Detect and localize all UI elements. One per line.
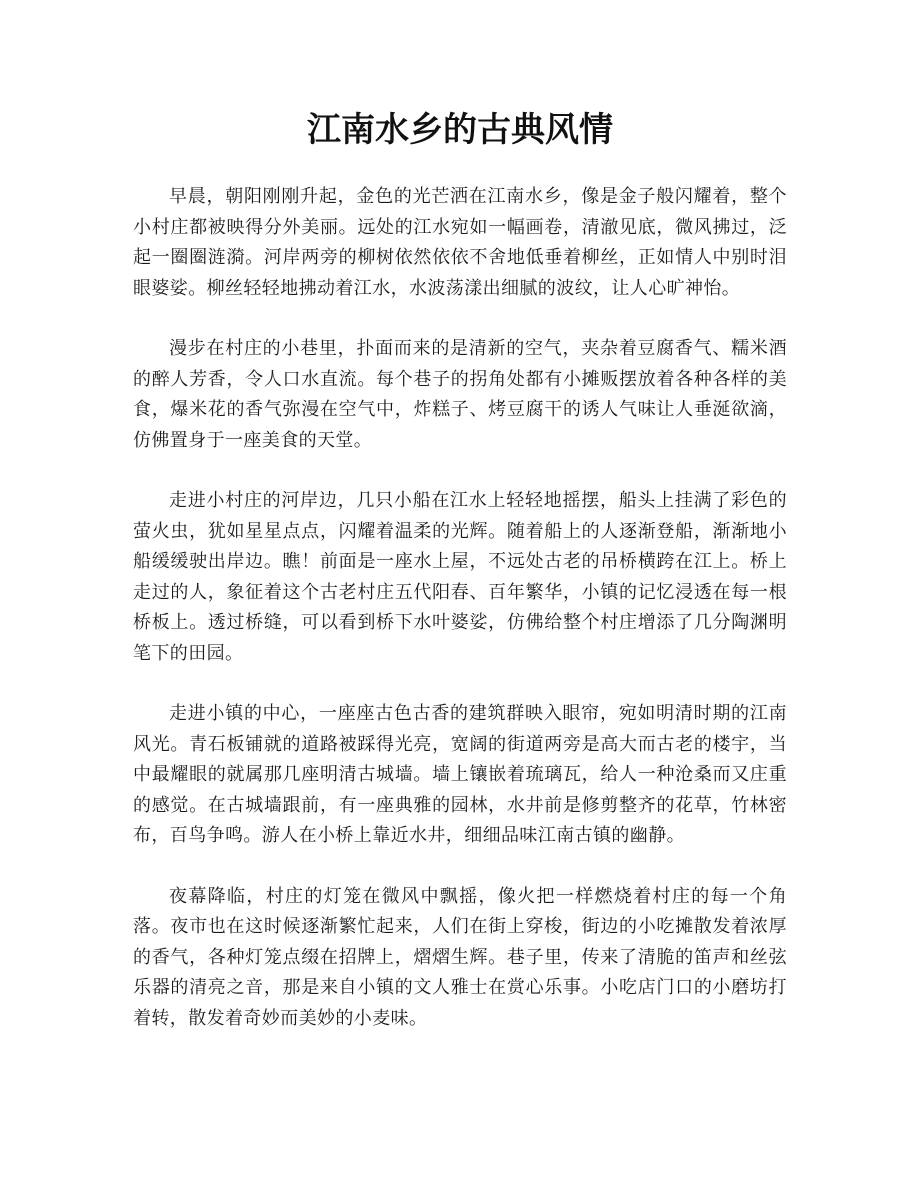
paragraph-3: 走进小村庄的河岸边，几只小船在江水上轻轻地摇摆，船头上挂满了彩色的萤火虫，犹如星星点点，闪耀着温柔的光辉。随着船上的人逐渐登船，渐渐地小船缓缓驶出岸边。瞧！前面是一座水上屋，不远处古老的吊桥横跨在江上。桥上走过的人，象征着这个古老村庄五代阳春、百年繁华，小镇的记忆浸透在每一根桥板上。透过桥缝，可以看到桥下水叶婆娑，仿佛给整个村庄增添了几分陶渊明笔下的田园。 xyxy=(133,490,787,664)
paragraph-2: 漫步在村庄的小巷里，扑面而来的是清新的空气，夹杂着豆腐香气、糯米酒的醉人芳香，令人口水直流。每个巷子的拐角处都有小摊贩摆放着各种各样的美食，爆米花的香气弥漫在空气中，炸糕子、烤豆腐干的诱人气味让人垂涎欲滴，仿佛置身于一座美食的天堂。 xyxy=(133,338,787,451)
document-title: 江南水乡的古典风情 xyxy=(307,110,613,150)
paragraph-1: 早晨，朝阳刚刚升起，金色的光芒洒在江南水乡，像是金子般闪耀着，整个小村庄都被映得分外美丽。远处的江水宛如一幅画卷，清澈见底，微风拂过，泛起一圈圈涟漪。河岸两旁的柳树依然依依不舍地低垂着柳丝，正如情人中别时泪眼婆娑。柳丝轻轻地拂动着江水，水波荡漾出细腻的波纹，让人心旷神怡。 xyxy=(133,186,787,299)
paragraph-4: 走进小镇的中心，一座座古色古香的建筑群映入眼帘，宛如明清时期的江南风光。青石板铺就的道路被踩得光亮，宽阔的街道两旁是高大而古老的楼宇，当中最耀眼的就属那几座明清古城墙。墙上镶嵌着琉璃瓦，给人一种沧桑而又庄重的感觉。在古城墙跟前，有一座典雅的园林，水井前是修剪整齐的花草，竹林密布，百鸟争鸣。游人在小桥上靠近水井，细细品味江南古镇的幽静。 xyxy=(133,703,787,846)
paragraph-5: 夜幕降临，村庄的灯笼在微风中飘摇，像火把一样燃烧着村庄的每一个角落。夜市也在这时候逐渐繁忙起来，人们在街上穿梭，街边的小吃摊散发着浓厚的香气，各种灯笼点缀在招牌上，熠熠生辉。巷子里，传来了清脆的笛声和丝弦乐器的清亮之音，那是来自小镇的文人雅士在赏心乐事。小吃店门口的小磨坊打着转，散发着奇妙而美妙的小麦味。 xyxy=(133,885,787,1029)
document-body xyxy=(133,182,787,1064)
